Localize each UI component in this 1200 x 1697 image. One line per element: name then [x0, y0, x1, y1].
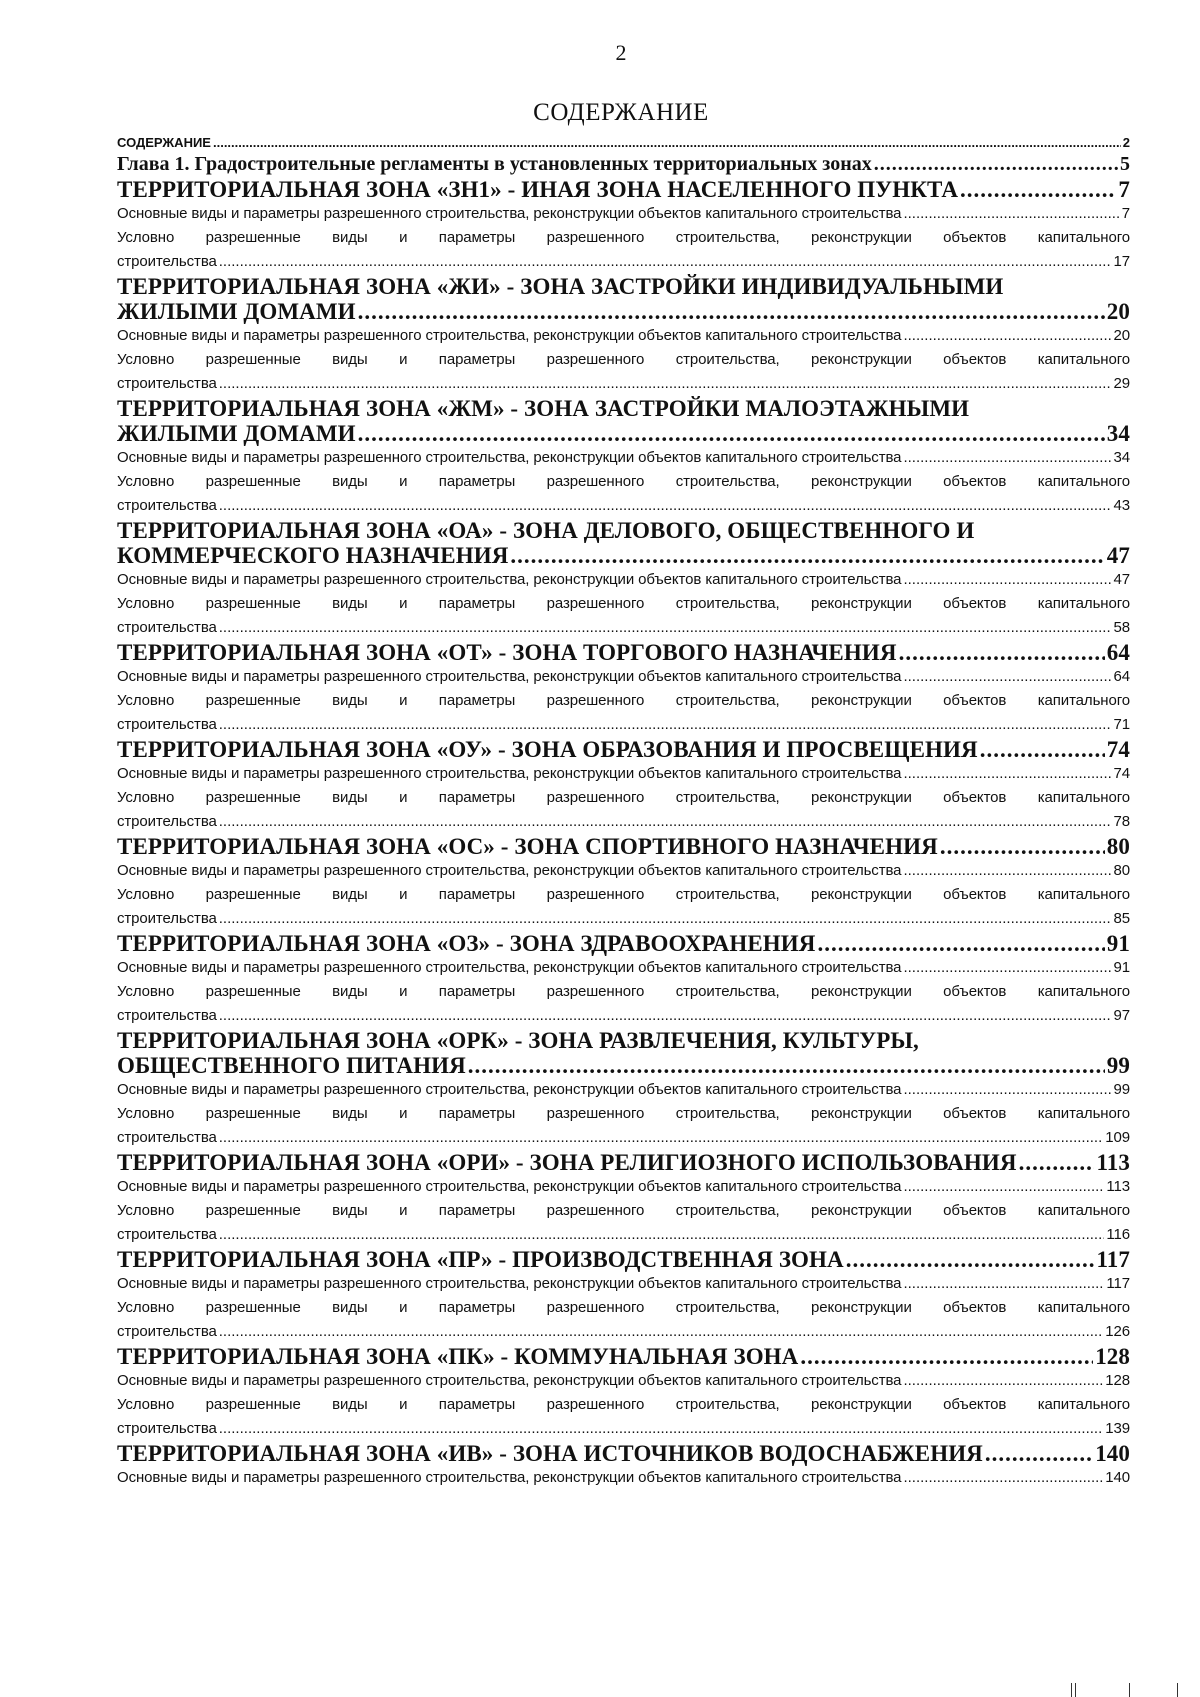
toc-dot-leader [219, 616, 1112, 640]
toc-entry-title: Основные виды и параметры разрешенного строительства, реконструкции объектов капитального строительства [117, 668, 902, 685]
toc-entry[interactable] [117, 1344, 1130, 1369]
toc-page-number: 47 [1106, 543, 1130, 568]
toc-entry-first-line[interactable]: ТЕРРИТОРИАЛЬНАЯ ЗОНА «ОРК» - ЗОНА РАЗВЛЕЧЕНИЯ, КУЛЬТУРЫ, [117, 1028, 919, 1053]
toc-page-number: 64 [1106, 640, 1130, 665]
toc-dot-leader [358, 299, 1105, 324]
toc-entry[interactable] [117, 1247, 1130, 1272]
toc-entry[interactable] [117, 177, 1130, 202]
toc-entry-title: ТЕРРИТОРИАЛЬНАЯ ЗОНА «ОС» - ЗОНА СПОРТИВНОГО НАЗНАЧЕНИЯ [117, 834, 938, 859]
toc-entry[interactable] [117, 446, 1130, 470]
toc-page-number: 7 [1118, 177, 1130, 202]
toc-entry-first-line[interactable]: Условно разрешенные виды и параметры разрешенного строительства, реконструкции объектов капитального [117, 983, 1130, 1000]
toc-page-number: 5 [1120, 153, 1130, 175]
toc-dot-leader [846, 1247, 1095, 1272]
toc-entry-title: ОБЩЕСТВЕННОГО ПИТАНИЯ [117, 1053, 466, 1078]
toc-page-number: 43 [1113, 497, 1130, 514]
toc-dot-leader [903, 1466, 1103, 1490]
toc-entry[interactable] [117, 834, 1130, 859]
toc-entry[interactable] [117, 494, 1130, 518]
toc-entry-first-line[interactable]: Условно разрешенные виды и параметры разрешенного строительства, реконструкции объектов капитального [117, 1202, 1130, 1219]
toc-dot-leader [899, 640, 1105, 665]
toc-entry-title: Основные виды и параметры разрешенного строительства, реконструкции объектов капитального строительства [117, 205, 902, 222]
toc-dot-leader [874, 152, 1118, 177]
toc-entry-first-line[interactable]: Условно разрешенные виды и параметры разрешенного строительства, реконструкции объектов капитального [117, 1299, 1130, 1316]
toc-entry-title: Основные виды и параметры разрешенного строительства, реконструкции объектов капитального строительства [117, 765, 902, 782]
toc-dot-leader [903, 446, 1111, 470]
toc-page-number: 7 [1121, 205, 1130, 222]
toc-entry[interactable] [117, 1441, 1130, 1466]
toc-entry-title: ТЕРРИТОРИАЛЬНАЯ ЗОНА «ОРИ» - ЗОНА РЕЛИГИОЗНОГО ИСПОЛЬЗОВАНИЯ [117, 1150, 1017, 1175]
toc-page-number: 80 [1113, 862, 1130, 879]
toc-entry-first-line[interactable]: Условно разрешенные виды и параметры разрешенного строительства, реконструкции объектов капитального [117, 1396, 1130, 1413]
toc-dot-leader [219, 494, 1112, 518]
toc-entry[interactable] [117, 956, 1130, 980]
toc-entry-title: ТЕРРИТОРИАЛЬНАЯ ЗОНА «ОУ» - ЗОНА ОБРАЗОВАНИЯ И ПРОСВЕЩЕНИЯ [117, 737, 978, 762]
toc-page-number: 91 [1106, 931, 1130, 956]
toc-page-number: 29 [1113, 375, 1130, 392]
toc-entry-title: строительства [117, 910, 217, 927]
toc-page-number: 47 [1113, 571, 1130, 588]
toc-dot-leader [903, 859, 1111, 883]
toc-dot-leader [219, 250, 1112, 274]
toc-page-number: 128 [1105, 1372, 1130, 1389]
toc-entry-first-line[interactable]: ТЕРРИТОРИАЛЬНАЯ ЗОНА «ЖМ» - ЗОНА ЗАСТРОЙКИ МАЛОЭТАЖНЫМИ [117, 396, 970, 421]
toc-page-number: 140 [1105, 1469, 1130, 1486]
toc-entry-title: Основные виды и параметры разрешенного строительства, реконструкции объектов капитального строительства [117, 1469, 902, 1486]
toc-entry[interactable] [117, 1223, 1130, 1247]
toc-entry-title: Глава 1. Градостроительные регламенты в установленных территориальных зонах [117, 153, 872, 175]
toc-entry-first-line[interactable]: Условно разрешенные виды и параметры разрешенного строительства, реконструкции объектов капитального [117, 229, 1130, 246]
toc-dot-leader [219, 1417, 1104, 1441]
toc-entry[interactable] [117, 1320, 1130, 1344]
toc-dot-leader [219, 1126, 1104, 1150]
toc-page-number: 117 [1106, 1275, 1130, 1292]
toc-entry[interactable] [117, 1078, 1130, 1102]
toc-entry[interactable] [117, 1369, 1130, 1393]
toc-entry[interactable] [117, 810, 1130, 834]
toc-dot-leader [817, 931, 1104, 956]
toc-page-number: 139 [1105, 1420, 1130, 1437]
toc-entry-title: Основные виды и параметры разрешенного строительства, реконструкции объектов капитального строительства [117, 1178, 902, 1195]
toc-dot-leader [468, 1053, 1105, 1078]
toc-page-number: 126 [1105, 1323, 1130, 1340]
toc-entry-title: ТЕРРИТОРИАЛЬНАЯ ЗОНА «ПР» - ПРОИЗВОДСТВЕННАЯ ЗОНА [117, 1247, 844, 1272]
toc-entry[interactable] [117, 665, 1130, 689]
toc-dot-leader [219, 372, 1112, 396]
toc-entry[interactable] [117, 931, 1130, 956]
toc-page-number: 20 [1113, 327, 1130, 344]
toc-page-number: 58 [1113, 619, 1130, 636]
toc-dot-leader [358, 421, 1105, 446]
toc-dot-leader [960, 177, 1116, 202]
toc-entry-title: ТЕРРИТОРИАЛЬНАЯ ЗОНА «ОЗ» - ЗОНА ЗДРАВООХРАНЕНИЯ [117, 931, 816, 956]
toc-entry-title: Основные виды и параметры разрешенного строительства, реконструкции объектов капитального строительства [117, 1372, 902, 1389]
toc-dot-leader [800, 1344, 1093, 1369]
toc-dot-leader [213, 134, 1121, 152]
toc-entry[interactable] [117, 713, 1130, 737]
toc-dot-leader [940, 834, 1105, 859]
toc-entry-first-line[interactable]: Условно разрешенные виды и параметры разрешенного строительства, реконструкции объектов капитального [117, 1105, 1130, 1122]
toc-page-number: 64 [1113, 668, 1130, 685]
toc-dot-leader [510, 543, 1104, 568]
document-title: СОДЕРЖАНИЕ [533, 99, 709, 126]
toc-entry[interactable] [117, 859, 1130, 883]
toc-entry[interactable] [117, 202, 1130, 226]
toc-page-number: 74 [1106, 737, 1130, 762]
toc-page-number: 99 [1113, 1081, 1130, 1098]
toc-page-number: 17 [1113, 253, 1130, 270]
toc-entry-title: строительства [117, 253, 217, 270]
toc-dot-leader [903, 1078, 1111, 1102]
toc-entry[interactable] [117, 324, 1130, 348]
toc-dot-leader [219, 810, 1112, 834]
toc-entry-first-line[interactable]: Условно разрешенные виды и параметры разрешенного строительства, реконструкции объектов капитального [117, 886, 1130, 903]
toc-entry[interactable] [117, 1175, 1130, 1199]
toc-entry-title: строительства [117, 497, 217, 514]
toc-page-number: 140 [1095, 1441, 1130, 1466]
toc-entry-first-line[interactable]: Условно разрешенные виды и параметры разрешенного строительства, реконструкции объектов капитального [117, 595, 1130, 612]
toc-entry[interactable] [117, 421, 1130, 446]
toc-entry-title: ЖИЛЫМИ ДОМАМИ [117, 299, 356, 324]
toc-entry-title: строительства [117, 619, 217, 636]
toc-dot-leader [219, 907, 1112, 931]
toc-entry-first-line[interactable]: Условно разрешенные виды и параметры разрешенного строительства, реконструкции объектов капитального [117, 692, 1130, 709]
toc-entry-title: строительства [117, 1007, 217, 1024]
toc-entry-title: Основные виды и параметры разрешенного строительства, реконструкции объектов капитального строительства [117, 449, 902, 466]
toc-dot-leader [219, 1320, 1104, 1344]
toc-dot-leader [903, 1272, 1104, 1296]
toc-page-number: 34 [1113, 449, 1130, 466]
toc-entry[interactable] [117, 568, 1130, 592]
toc-dot-leader [980, 737, 1105, 762]
toc-entry-title: Основные виды и параметры разрешенного строительства, реконструкции объектов капитального строительства [117, 571, 902, 588]
toc-entry-first-line[interactable]: Условно разрешенные виды и параметры разрешенного строительства, реконструкции объектов капитального [117, 473, 1130, 490]
toc-page-number: 97 [1113, 1007, 1130, 1024]
toc-entry-title: ТЕРРИТОРИАЛЬНАЯ ЗОНА «ИВ» - ЗОНА ИСТОЧНИКОВ ВОДОСНАБЖЕНИЯ [117, 1441, 983, 1466]
toc-page-number: 74 [1113, 765, 1130, 782]
toc-page-number: 2 [1122, 135, 1130, 150]
toc-entry[interactable] [117, 299, 1130, 324]
toc-page-number: 117 [1096, 1247, 1130, 1272]
toc-entry-title: ЖИЛЫМИ ДОМАМИ [117, 421, 356, 446]
toc-entry-first-line[interactable]: ТЕРРИТОРИАЛЬНАЯ ЗОНА «ОА» - ЗОНА ДЕЛОВОГО, ОБЩЕСТВЕННОГО И [117, 518, 975, 543]
toc-entry[interactable] [117, 762, 1130, 786]
toc-entry-title: строительства [117, 375, 217, 392]
toc-entry[interactable] [117, 250, 1130, 274]
toc-dot-leader [903, 665, 1111, 689]
toc-entry[interactable] [117, 152, 1130, 177]
toc-dot-leader [903, 1369, 1103, 1393]
page-number: 2 [615, 40, 627, 65]
toc-entry-title: ТЕРРИТОРИАЛЬНАЯ ЗОНА «ОТ» - ЗОНА ТОРГОВОГО НАЗНАЧЕНИЯ [117, 640, 897, 665]
toc-page-number: 80 [1106, 834, 1130, 859]
toc-page-number: 85 [1113, 910, 1130, 927]
toc-entry[interactable] [117, 372, 1130, 396]
toc-dot-leader [903, 762, 1111, 786]
toc-entry-title: строительства [117, 1420, 217, 1437]
toc-entry[interactable] [117, 1004, 1130, 1028]
toc-page-number: 128 [1095, 1344, 1130, 1369]
toc-entry-title: Основные виды и параметры разрешенного строительства, реконструкции объектов капитального строительства [117, 327, 902, 344]
toc-page-number: 91 [1113, 959, 1130, 976]
scan-edge-marks [1060, 1667, 1200, 1697]
toc-entry-title: КОММЕРЧЕСКОГО НАЗНАЧЕНИЯ [117, 543, 509, 568]
toc-entry[interactable] [117, 1466, 1130, 1490]
toc-entry-title: строительства [117, 1129, 217, 1146]
toc-dot-leader [903, 202, 1119, 226]
toc-entry[interactable] [117, 1417, 1130, 1441]
toc-entry-title: Основные виды и параметры разрешенного строительства, реконструкции объектов капитального строительства [117, 959, 902, 976]
toc-entry[interactable] [117, 1053, 1130, 1078]
toc-entry[interactable] [117, 640, 1130, 665]
toc-dot-leader [985, 1441, 1093, 1466]
toc-entry[interactable] [117, 543, 1130, 568]
toc-dot-leader [903, 956, 1111, 980]
toc-dot-leader [219, 713, 1112, 737]
toc-dot-leader [219, 1004, 1112, 1028]
toc-page-number: 20 [1106, 299, 1130, 324]
toc-entry[interactable] [117, 737, 1130, 762]
toc-page-number: 113 [1096, 1150, 1130, 1175]
toc-entry-title: ТЕРРИТОРИАЛЬНАЯ ЗОНА «ПК» - КОММУНАЛЬНАЯ ЗОНА [117, 1344, 799, 1369]
toc-dot-leader [903, 568, 1111, 592]
toc-entry-title: Основные виды и параметры разрешенного строительства, реконструкции объектов капитального строительства [117, 1275, 902, 1292]
toc-page-number: 116 [1106, 1226, 1130, 1243]
toc-page-number: 71 [1113, 716, 1130, 733]
toc-entry-first-line[interactable]: ТЕРРИТОРИАЛЬНАЯ ЗОНА «ЖИ» - ЗОНА ЗАСТРОЙКИ ИНДИВИДУАЛЬНЫМИ [117, 274, 1004, 299]
toc-entry[interactable] [117, 616, 1130, 640]
toc-entry-title: строительства [117, 1323, 217, 1340]
toc-entry-title: СОДЕРЖАНИЕ [117, 135, 211, 150]
toc-dot-leader [903, 1175, 1104, 1199]
toc-entry-title: строительства [117, 716, 217, 733]
toc-entry[interactable] [117, 907, 1130, 931]
toc-entry-first-line[interactable]: Условно разрешенные виды и параметры разрешенного строительства, реконструкции объектов капитального [117, 351, 1130, 368]
toc-page-number: 113 [1106, 1178, 1130, 1195]
toc-entry-title: Основные виды и параметры разрешенного строительства, реконструкции объектов капитального строительства [117, 862, 902, 879]
toc-entry[interactable] [117, 1150, 1130, 1175]
toc-page-number: 78 [1113, 813, 1130, 830]
toc-entry-first-line[interactable]: Условно разрешенные виды и параметры разрешенного строительства, реконструкции объектов капитального [117, 789, 1130, 806]
table-of-contents [117, 134, 1130, 1490]
toc-entry-title: строительства [117, 813, 217, 830]
toc-entry-title: строительства [117, 1226, 217, 1243]
toc-entry[interactable] [117, 134, 1130, 152]
toc-page-number: 99 [1106, 1053, 1130, 1078]
toc-page-number: 109 [1105, 1129, 1130, 1146]
toc-entry-title: Основные виды и параметры разрешенного строительства, реконструкции объектов капитального строительства [117, 1081, 902, 1098]
toc-dot-leader [219, 1223, 1105, 1247]
toc-entry-title: ТЕРРИТОРИАЛЬНАЯ ЗОНА «ЗН1» - ИНАЯ ЗОНА НАСЕЛЕННОГО ПУНКТА [117, 177, 959, 202]
toc-entry[interactable] [117, 1272, 1130, 1296]
toc-dot-leader [903, 324, 1111, 348]
toc-dot-leader [1019, 1150, 1095, 1175]
toc-page-number: 34 [1106, 421, 1130, 446]
toc-entry[interactable] [117, 1126, 1130, 1150]
